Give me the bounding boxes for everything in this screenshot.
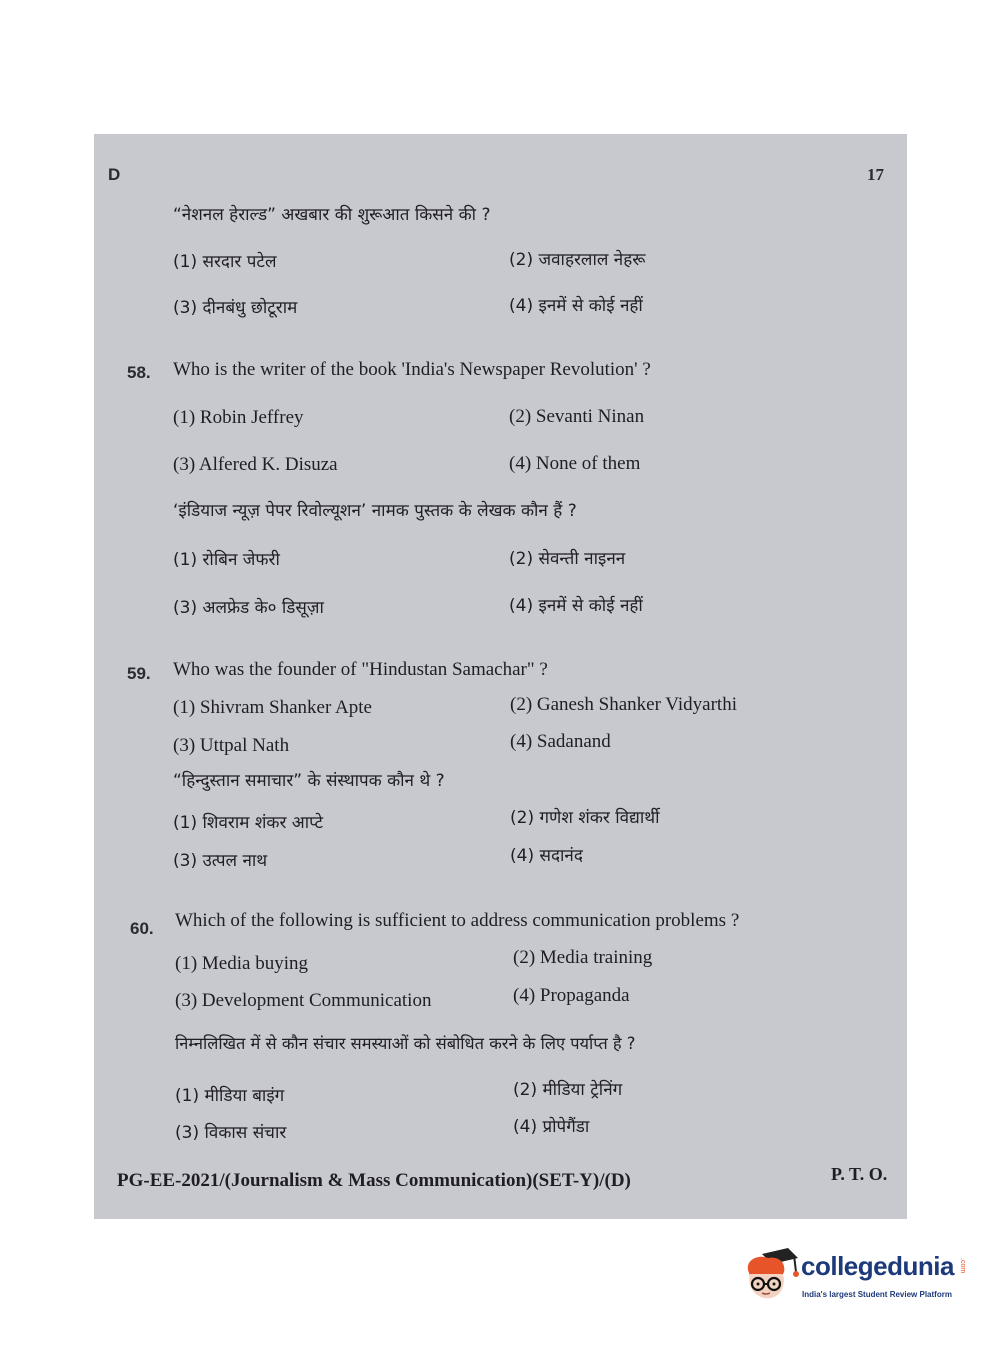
q60-option-1: (1) Media buying [175, 953, 308, 974]
q57-hindi-option-1: (1) सरदार पटेल [173, 252, 277, 272]
q60-hindi-option-1: (1) मीडिया बाइंग [175, 1086, 285, 1106]
collegedunia-tagline: India's largest Student Review Platform [802, 1290, 952, 1299]
q58-hindi-question: ‘इंडियाज न्यूज़ पेपर रिवोल्यूशन’ नामक पुस्तक के लेखक कौन हैं ? [173, 501, 577, 521]
q58-option-1: (1) Robin Jeffrey [173, 407, 304, 428]
q58-hindi-option-4: (4) इनमें से कोई नहीं [509, 596, 643, 616]
q58-hindi-option-3: (3) अलफ्रेड के० डिसूज़ा [173, 598, 324, 618]
q58-option-3: (3) Alfered K. Disuza [173, 454, 338, 475]
q58-question: Who is the writer of the book 'India's Newspaper Revolution' ? [173, 359, 651, 380]
q60-number: 60. [130, 919, 154, 938]
q60-option-2: (2) Media training [513, 947, 653, 968]
q59-number: 59. [127, 664, 151, 683]
q59-question: Who was the founder of "Hindustan Samachar" ? [173, 659, 548, 680]
footer-pto: P. T. O. [831, 1164, 888, 1184]
q60-option-3: (3) Development Communication [175, 990, 432, 1011]
set-label: D [108, 165, 121, 184]
collegedunia-logo[interactable] [742, 1248, 972, 1318]
footer-exam-code: PG-EE-2021/(Journalism & Mass Communication)(SET-Y)/(D) [117, 1170, 631, 1191]
q57-hindi-option-3: (3) दीनबंधु छोटूराम [173, 298, 298, 318]
collegedunia-wordmark: collegedunia [801, 1251, 954, 1281]
collegedunia-domain-suffix: .com [959, 1258, 966, 1274]
q57-hindi-option-2: (2) जवाहरलाल नेहरू [509, 250, 646, 270]
q60-hindi-option-4: (4) प्रोपेगैंडा [513, 1117, 590, 1137]
q59-hindi-option-4: (4) सदानंद [510, 846, 583, 866]
q59-option-2: (2) Ganesh Shanker Vidyarthi [510, 694, 737, 715]
q59-option-4: (4) Sadanand [510, 731, 611, 752]
q59-hindi-option-1: (1) शिवराम शंकर आप्टे [173, 813, 324, 833]
q58-hindi-option-2: (2) सेवन्ती नाइनन [509, 549, 626, 569]
q58-option-4: (4) None of them [509, 453, 641, 474]
exam-page [94, 134, 907, 1219]
q59-hindi-option-3: (3) उत्पल नाथ [173, 851, 268, 871]
q59-option-3: (3) Uttpal Nath [173, 735, 290, 756]
q58-number: 58. [127, 363, 151, 382]
page-number: 17 [867, 165, 884, 184]
q60-option-4: (4) Propaganda [513, 985, 630, 1006]
q59-option-1: (1) Shivram Shanker Apte [173, 697, 372, 718]
q60-hindi-option-3: (3) विकास संचार [175, 1123, 287, 1143]
q59-hindi-option-2: (2) गणेश शंकर विद्यार्थी [510, 808, 660, 828]
q60-question: Which of the following is sufficient to address communication problems ? [175, 910, 740, 931]
q60-hindi-option-2: (2) मीडिया ट्रेनिंग [513, 1080, 623, 1100]
q58-option-2: (2) Sevanti Ninan [509, 406, 645, 427]
q57-hindi-option-4: (4) इनमें से कोई नहीं [509, 296, 643, 316]
q57-hindi-question: “नेशनल हेराल्ड” अखबार की शुरूआत किसने की ? [173, 205, 491, 225]
q60-hindi-question: निम्नलिखित में से कौन संचार समस्याओं को संबोधित करने के लिए पर्याप्त है ? [175, 1034, 636, 1053]
q59-hindi-question: “हिन्दुस्तान समाचार” के संस्थापक कौन थे ? [173, 771, 445, 791]
mascot-icon [742, 1248, 800, 1310]
q58-hindi-option-1: (1) रोबिन जेफरी [173, 550, 280, 570]
